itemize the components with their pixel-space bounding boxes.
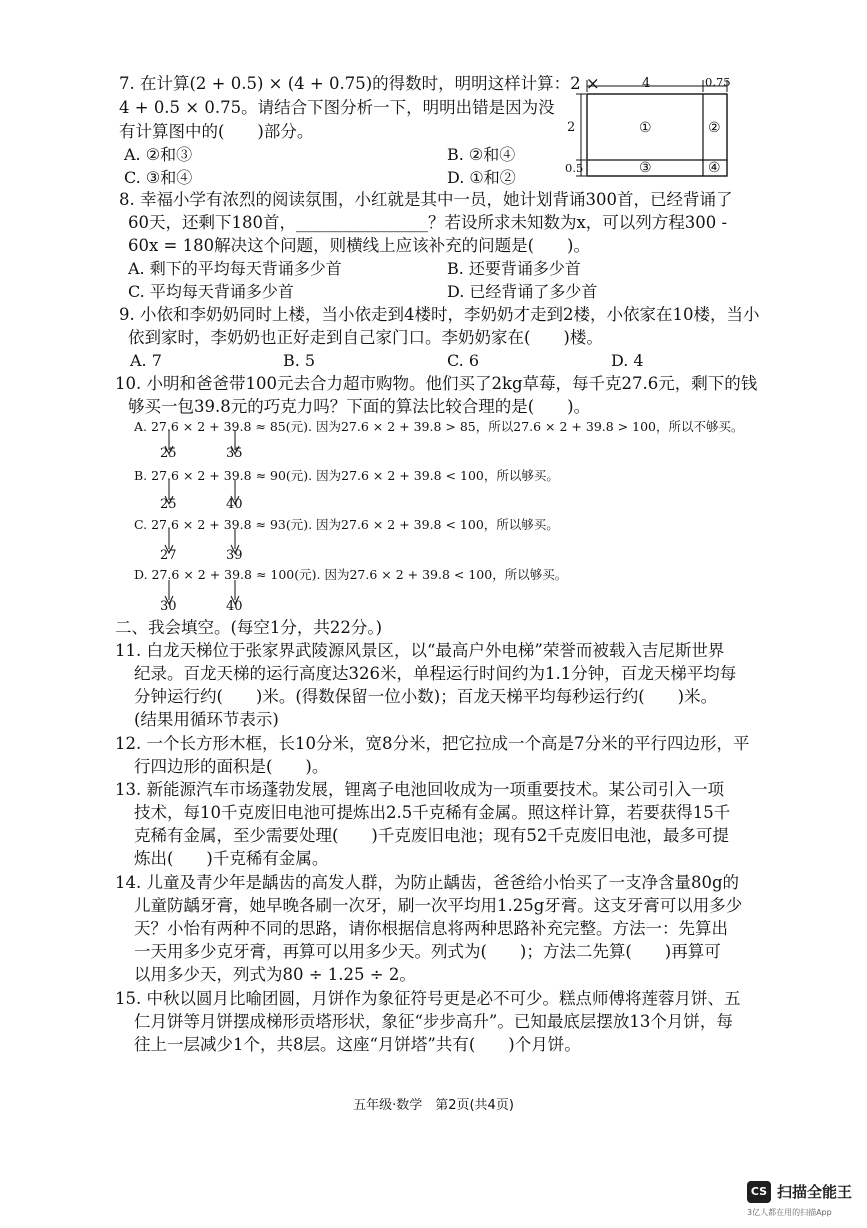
q11-line4: (结果用循环节表示) bbox=[134, 710, 279, 729]
q10-line2: 够买一包39.8元的巧克力吗？下面的算法比较合理的是( )。 bbox=[128, 397, 591, 416]
q7-option-a: A. ②和③ bbox=[124, 145, 193, 164]
q7-option-d: D. ①和② bbox=[447, 168, 516, 187]
fig-region-4: ④ bbox=[708, 160, 721, 176]
q8-line1: 8. 幸福小学有浓烈的阅读氛围，小红就是其中一员，她计划背诵300首，已经背诵了 bbox=[119, 190, 733, 209]
q14-line1: 14. 儿童及青少年是龋齿的高发人群，为防止龋齿，爸爸给小怡买了一支净含量80g的 bbox=[115, 873, 740, 892]
q9-line1: 9. 小依和李奶奶同时上楼，当小依走到4楼时，李奶奶才走到2楼，小依家在10楼，当小 bbox=[119, 305, 760, 324]
q11-line2: 纪录。百龙天梯的运行高度达326米，单程运行时间约为1.1分钟，百龙天梯平均每 bbox=[134, 664, 737, 683]
q12-line1: 12. 一个长方形木框，长10分米，宽8分米，把它拉成一个高是7分米的平行四边形，平 bbox=[115, 734, 750, 753]
q13-line1: 13. 新能源汽车市场蓬勃发展，锂离子电池回收成为一项重要技术。某公司引入一项 bbox=[115, 780, 724, 799]
q10-a-approx-1: 25 bbox=[160, 446, 177, 461]
q9-option-c: C. 6 bbox=[447, 351, 480, 370]
q11-line3: 分钟运行约( )米。(得数保留一位小数)；百龙天梯平均每秒运行约( )米。 bbox=[134, 687, 718, 706]
q15-line3: 往上一层减少1个，共8层。这座“月饼塔”共有( )个月饼。 bbox=[134, 1035, 581, 1054]
q14-line3: 天？小怡有两种不同的思路，请你根据信息将两种思路补充完整。方法一：先算出 bbox=[134, 919, 728, 938]
fig-label-075: 0.75 bbox=[705, 75, 731, 89]
q10-c-approx-1: 27 bbox=[160, 548, 177, 563]
q9-option-a: A. 7 bbox=[130, 351, 162, 370]
camscanner-logo-icon: CS bbox=[747, 1181, 771, 1203]
fig-region-2: ② bbox=[708, 120, 721, 136]
q10-d-approx-2: 40 bbox=[226, 599, 243, 614]
q8-option-c: C. 平均每天背诵多少首 bbox=[128, 282, 294, 301]
q12-line2: 行四边形的面积是( )。 bbox=[134, 757, 329, 776]
fig-region-1: ① bbox=[639, 120, 652, 136]
q8-line3: 60x = 180解决这个问题，则横线上应该补充的问题是( )。 bbox=[128, 236, 590, 255]
fig-region-3: ③ bbox=[639, 160, 652, 176]
q10-b-approx-2: 40 bbox=[226, 497, 243, 512]
fig-label-4: 4 bbox=[642, 76, 651, 91]
q10-line1: 10. 小明和爸爸带100元去合力超市购物。他们买了2kg草莓，每千克27.6元，剩下的钱 bbox=[115, 374, 758, 393]
q8-option-b: B. 还要背诵多少首 bbox=[447, 259, 581, 278]
q10-option-a: A. 27.6 × 2 + 39.8 ≈ 85(元). 因为27.6 × 2 + 39.8 > 85，所以27.6 × 2 + 39.8 > 100，所以不够买。 bbox=[134, 419, 744, 434]
watermark-tagline: 3亿人都在用的扫描App bbox=[747, 1208, 832, 1217]
q9-line2: 依到家时，李奶奶也正好走到自己家门口。李奶奶家在( )楼。 bbox=[128, 328, 603, 347]
q10-d-approx-1: 30 bbox=[160, 599, 177, 614]
q7-line1: 7. 在计算(2 + 0.5) × (4 + 0.75)的得数时，明明这样计算：2 × bbox=[119, 74, 600, 93]
q14-line2: 儿童防龋牙膏，她早晚各刷一次牙，刷一次平均用1.25g牙膏。这支牙膏可以用多少 bbox=[134, 896, 743, 915]
q8-option-d: D. 已经背诵了多少首 bbox=[447, 282, 598, 301]
q8-line2: 60天，还剩下180首，________________？若设所求未知数为x，可以列方程300 - bbox=[128, 213, 728, 232]
page-footer: 五年级·数学 第2页(共4页) bbox=[353, 1098, 514, 1113]
q8-option-a: A. 剩下的平均每天背诵多少首 bbox=[128, 259, 342, 278]
q10-option-c: C. 27.6 × 2 + 39.8 ≈ 93(元). 因为27.6 × 2 + 39.8 < 100，所以够买。 bbox=[134, 517, 559, 532]
q7-option-c: C. ③和④ bbox=[124, 168, 193, 187]
q15-line1: 15. 中秋以圆月比喻团圆，月饼作为象征符号更是必不可少。糕点师傅将莲蓉月饼、五 bbox=[115, 989, 741, 1008]
q13-line3: 克稀有金属，至少需要处理( )千克废旧电池；现有52千克废旧电池，最多可提 bbox=[134, 826, 729, 845]
fig-label-2: 2 bbox=[567, 120, 576, 135]
q13-line4: 炼出( )千克稀有金属。 bbox=[134, 849, 329, 868]
camscanner-watermark bbox=[747, 1178, 857, 1222]
q11-line1: 11. 白龙天梯位于张家界武陵源风景区，以“最高户外电梯”荣誉而被载入吉尼斯世界 bbox=[115, 641, 725, 660]
q10-a-approx-2: 35 bbox=[226, 446, 243, 461]
q7-area-diagram bbox=[565, 72, 735, 184]
q10-option-d: D. 27.6 × 2 + 39.8 ≈ 100(元). 因为27.6 × 2 + 39.8 < 100，所以够买。 bbox=[134, 567, 568, 582]
q14-line5: 以用多少天，列式为80 ÷ 1.25 ÷ 2。 bbox=[134, 965, 416, 984]
q15-line2: 仁月饼等月饼摆成梯形贡塔形状，象征“步步高升”。已知最底层摆放13个月饼，每 bbox=[134, 1012, 733, 1031]
q7-option-b: B. ②和④ bbox=[447, 145, 516, 164]
q10-b-approx-1: 25 bbox=[160, 497, 177, 512]
q9-option-d: D. 4 bbox=[611, 351, 644, 370]
q13-line2: 技术，每10千克废旧电池可提炼出2.5千克稀有金属。照这样计算，若要获得15千 bbox=[134, 803, 731, 822]
fig-label-05: 0.5 bbox=[565, 161, 584, 175]
q9-option-b: B. 5 bbox=[283, 351, 316, 370]
watermark-app-name: 扫描全能王 bbox=[777, 1183, 853, 1201]
q7-line3: 有计算图中的( )部分。 bbox=[119, 122, 314, 141]
q10-option-b: B. 27.6 × 2 + 39.8 ≈ 90(元). 因为27.6 × 2 + 39.8 < 100，所以够买。 bbox=[134, 468, 559, 483]
q7-line2: 4 + 0.5 × 0.75。请结合下图分析一下，明明出错是因为没 bbox=[119, 98, 555, 117]
section-2-heading: 二、我会填空。(每空1分，共22分。) bbox=[115, 618, 383, 637]
q10-c-approx-2: 39 bbox=[226, 548, 243, 563]
q14-line4: 一天用多少克牙膏，再算可以用多少天。列式为( )；方法二先算( )再算可 bbox=[134, 942, 721, 961]
